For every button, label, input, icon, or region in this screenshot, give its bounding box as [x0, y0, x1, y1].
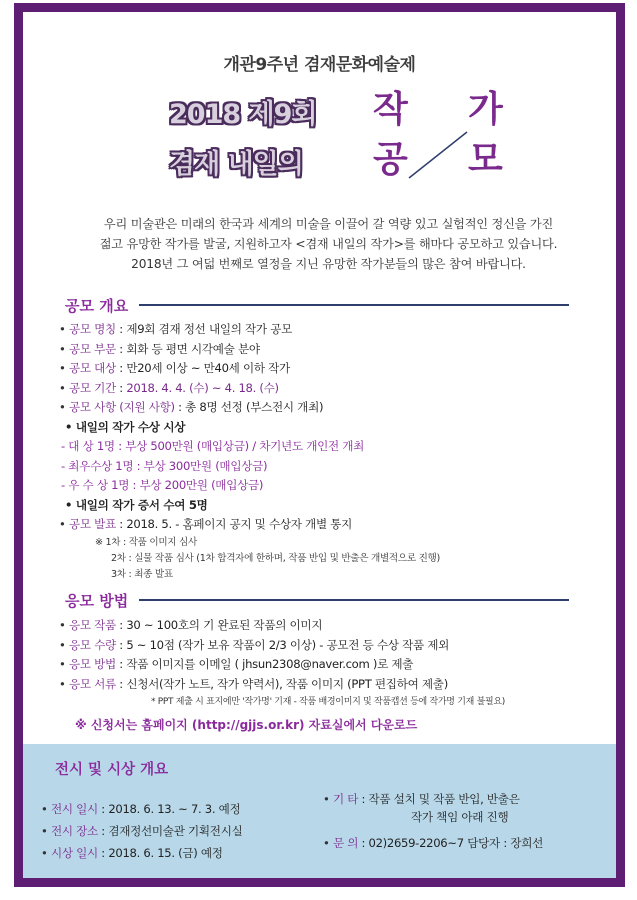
overview-item: • 공모 부문 : 회화 등 평면 시각예술 분야 [59, 341, 260, 356]
apply-item: • 응모 수량 : 5 ~ 10점 (작가 보유 작품이 2/3 이상) - 공모전 등 수상 작품 제외 [59, 637, 450, 652]
download-notice: ※ 신청서는 홈페이지 (http://gjjs.or.kr) 자료실에서 다운로드 [75, 718, 418, 732]
etc-line-1: • 기 타 : 작품 설치 및 작품 반입, 반출은 [323, 792, 520, 806]
certificate-line: • 내일의 작가 증서 수여 5명 [65, 497, 208, 512]
ppt-note: * PPT 제출 시 표지에만 '작가명' 기재 - 작품 배경이미지 및 작품캡션 등에 작가명 기재 불필요) [151, 697, 505, 707]
apply-list [59, 616, 619, 710]
intro-line-2: 젊고 유망한 작가를 발굴, 지원하고자 <겸재 내일의 작가>를 해마다 공모하고 있습니다. [99, 237, 558, 251]
overview-heading: 공모 개요 [65, 297, 129, 315]
round-3: 3차 : 최종 발표 [111, 568, 173, 580]
overview-item: • 공모 명칭 : 제9회 겸재 정선 내일의 작가 공모 [59, 322, 293, 336]
overview-item: • 공모 대상 : 만20세 이상 ~ 만40세 이하 작가 [59, 361, 290, 375]
exhibit-item: • 전시 장소 : 겸재정선미술관 기획전시실 [41, 824, 243, 838]
exhibit-panel [23, 744, 616, 887]
round-1: ※ 1차 : 작품 이미지 심사 [95, 536, 197, 548]
apply-item: • 응모 작품 : 30 ~ 100호의 기 완료된 작품의 이미지 [59, 618, 323, 632]
title-slash-decoration [407, 130, 469, 180]
round-2: 2차 : 실물 작품 심사 (1차 합격자에 한하며, 작품 반입 및 반출은 개별적으로 진행) [111, 552, 440, 564]
overview-rule [139, 304, 569, 306]
title-char-jak: 작 [373, 89, 408, 130]
intro-line-3: 2018년 그 여덟 번째로 열정을 지닌 유망한 작가분들의 많은 참여 바랍니다. [131, 257, 526, 271]
exhibit-item: • 시상 일시 : 2018. 6. 15. (금) 예정 [41, 846, 223, 860]
title-char-mo: 모 [468, 139, 503, 180]
apply-item: • 응모 방법 : 작품 이미지를 이메일 ( jhsun2308@naver.com )로 제출 [59, 657, 414, 671]
overview-list [59, 320, 619, 583]
contact-line: • 문 의 : 02)2659-2206~7 담당자 : 장희선 [323, 836, 544, 850]
title-char-gong: 공 [373, 139, 408, 180]
overview-announce: • 공모 발표 : 2018. 5. - 홈페이지 공지 및 수상자 개별 통지 [59, 517, 353, 531]
festival-subtitle: 개관9주년 겸재문화예술제 [223, 55, 416, 75]
apply-rule [139, 599, 569, 601]
exhibit-item: • 전시 일시 : 2018. 6. 13. ~ 7. 3. 예정 [41, 802, 241, 816]
exhibit-right-list [323, 790, 543, 852]
prize-grand: - 대 상 1명 : 부상 500만원 (매입상금) / 차기년도 개인전 개최 [61, 439, 365, 453]
exhibit-heading: 전시 및 시상 개요 [55, 762, 169, 778]
poster-frame [14, 3, 625, 887]
prize-excellence: - 최우수상 1명 : 부상 300만원 (매입상금) [61, 458, 268, 473]
title-line-1: 2018 제9회 [169, 99, 317, 130]
prize-merit: - 우 수 상 1명 : 부상 200만원 (매입상금) [61, 478, 264, 492]
etc-line-2: 작가 책임 아래 진행 [411, 810, 509, 824]
overview-item: • 공모 사항 (지원 사항) : 총 8명 선정 (부스전시 개최) [59, 400, 324, 414]
title-char-ga: 가 [468, 89, 503, 130]
apply-heading: 응모 방법 [65, 592, 129, 610]
award-title: • 내일의 작가 수상 시상 [65, 419, 186, 434]
apply-item: • 응모 서류 : 신청서(작가 노트, 작가 약력서), 작품 이미지 (PPT 편집하여 제출) [59, 676, 448, 691]
title-line-2: 겸재 내일의 [169, 149, 303, 180]
intro-paragraph [43, 214, 614, 274]
intro-line-1: 우리 미술관은 미래의 한국과 세계의 미술을 이끌어 갈 역량 있고 실험적인 정신을 가진 [103, 217, 554, 231]
overview-item: • 공모 기간 : 2018. 4. 4. (수) ~ 4. 18. (수) [59, 380, 279, 395]
exhibit-left-list [41, 798, 243, 864]
